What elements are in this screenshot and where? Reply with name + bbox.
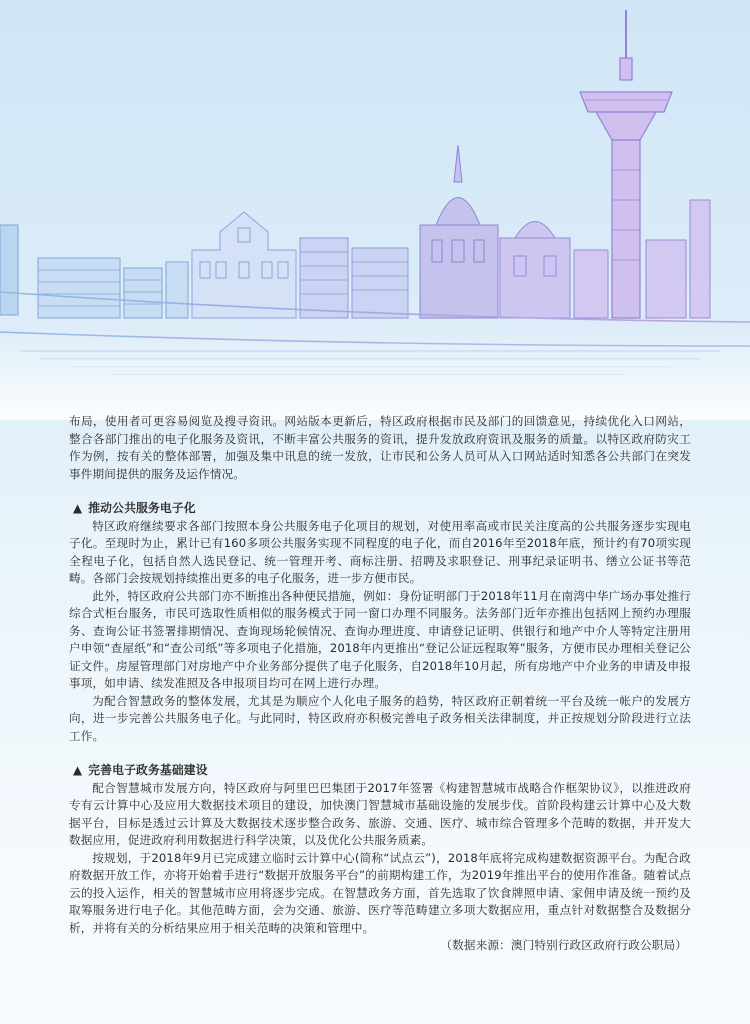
paragraph: 配合智慧城市发展方向，特区政府与阿里巴巴集团于2017年签署《构建智慧城市战略合作框架协议》，以推进政府专有云计算中心及应用大数据技术项目的建设，加快澳门智慧城市基础设施的发展步伐。首阶段构建云计算中心及大数据平台，目标是透过云计算及大数据技术逐步整合政务、旅游、交通、医疗、城市综合管理多个范畴的数据，并开发大数据应用，促进政府利用数据进行科学决策，以及优化公共服务质素。 — [69, 780, 691, 847]
intro-paragraph: 布局，使用者可更容易阅览及搜寻资讯。网站版本更新后，特区政府根据市民及部门的回馈意见，持续优化入口网站，整合各部门推出的电子化服务及资讯，不断丰富公共服务的资讯，提升发放政府资讯及服务的质量。以特区政府防灾工作为例，按有关的整体部署，加强及集中讯息的统一发放，让市民和公务人员可从入口网站适时知悉各公共部门在突发事件期间提供的服务及运作情况。 — [69, 414, 691, 481]
triangle-marker-icon: ▲ — [73, 501, 83, 515]
data-source-note: （数据来源：澳门特别行政区政府行政公职局） — [440, 938, 687, 952]
church-spire — [420, 145, 498, 318]
ruins-facade — [192, 212, 296, 318]
triangle-marker-icon: ▲ — [73, 763, 83, 777]
section-heading-text: 推动公共服务电子化 — [88, 501, 196, 515]
section-heading-infrastructure — [69, 762, 691, 780]
building-block-left — [38, 258, 188, 318]
section-heading-text: 完善电子政务基础建设 — [88, 763, 208, 777]
city-skyline-illustration — [0, 0, 750, 420]
building-left-edge — [0, 225, 18, 315]
domed-building — [500, 222, 570, 319]
article-body — [69, 413, 691, 955]
paragraph: 特区政府继续要求各部门按照本身公共服务电子化项目的规划，对使用率高或市民关注度高的公共服务逐步实现电子化。至现时为止，累计已有160多项公共服务实现不同程度的电子化，而自2016年至2018年底，预计约有70项实现全程电子化，包括自然人选民登记、统一管理开考、商标注册、招聘及求职登记、刑事纪录证明书、缮立公证书等范畴。各部门会按规划持续推出更多的电子化服务，进一步方便市民。 — [69, 518, 691, 585]
paragraph: 为配合智慧政务的整体发展，尤其是为顺应个人化电子服务的趋势，特区政府正朝着统一平台及统一帐户的发展方向，进一步完善公共服务电子化。与此同时，特区政府亦积极完善电子政务相关法律制度，并正按规划分阶段进行立法工作。 — [69, 693, 691, 743]
building-block-right — [574, 200, 710, 318]
section-heading-public-service — [69, 500, 691, 518]
building-block-middle — [300, 238, 408, 318]
paragraph: 此外，特区政府公共部门亦不断推出各种便民措施，例如：身份证明部门于2018年11月在南湾中华广场办事处推行综合式柜台服务，市民可选取性质相似的服务模式于同一窗口办理不同服务。法务部门近年亦推出包括网上预约办理服务、查询公证书签署排期情况、查询现场轮候情况、查询办理进度、申请登记证明、供银行和地产中介人等特定注册用户申领“查屋纸”和“查公司纸”等多项电子化措施，2018年内更推出“登记公证远程取筹”服务，方便市民办理相关登记公证文件。房屋管理部门对房地产中介业务部分提供了电子化服务，自2018年10月起，所有房地产中介业务的申请及申报事项，如申请、续发准照及各申报项目均可在网上进行办理。 — [69, 588, 691, 690]
paragraph: 按规划，于2018年9月已完成建立临时云计算中心(简称“试点云”)，2018年底将完成构建数据资源平台。为配合政府数据开放工作，亦将开始着手进行“数据开放服务平台”的前期构建工作，为2019年推出平台的使用作准备。随着试点云的投入运作，相关的智慧城市应用将逐步完成。在智慧政务方面，首先选取了饮食牌照申请、家佣申请及统一预约及取筹服务进行电子化。其他范畴方面，会为交通、旅游、医疗等范畴建立多项大数据应用，重点针对数据整合及数据分析，并将有关的分析结果应用于相关范畴的决策和管理中。 — [69, 850, 691, 935]
